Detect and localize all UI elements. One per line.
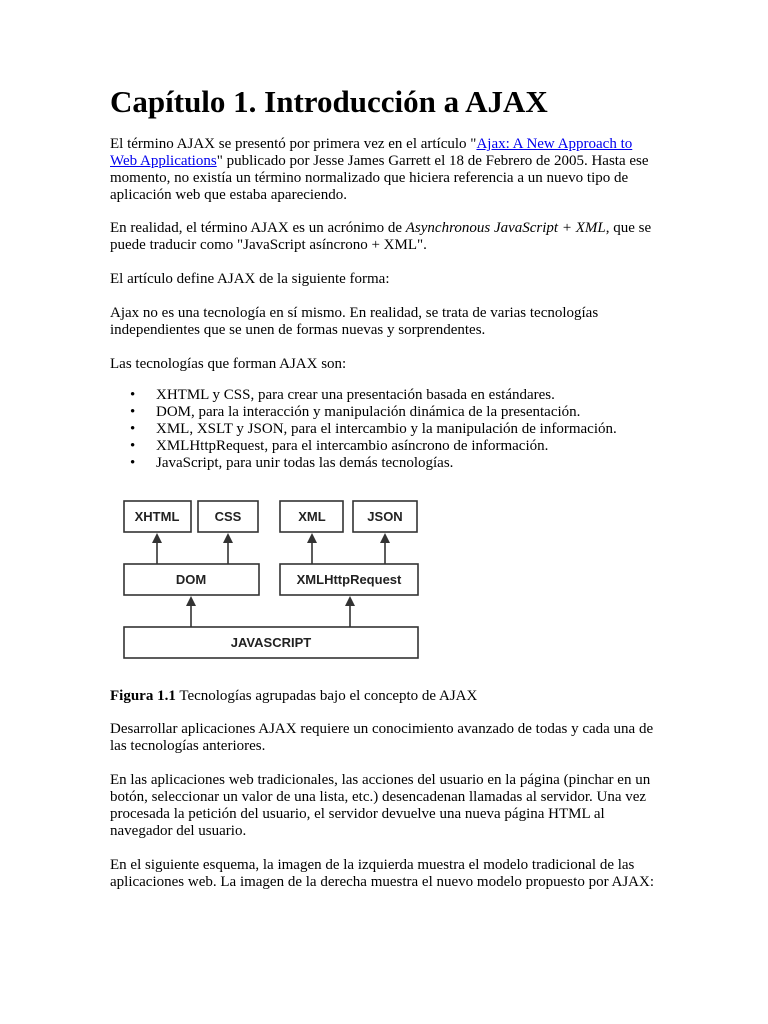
figure-caption [110, 688, 658, 705]
figure-caption-text: Tecnologías agrupadas bajo el concepto de AJAX [175, 688, 478, 704]
acronym-emphasis: Asynchronous JavaScript + XML [405, 220, 606, 236]
page-title: Capítulo 1. Introducción a AJAX [110, 84, 548, 119]
list-item-text: XHTML y CSS, para crear una presentación basada en estándares. [156, 387, 555, 403]
xml-label: XML [298, 509, 326, 524]
bullet: • [130, 438, 136, 454]
dom-label: DOM [175, 572, 207, 587]
list-item-text: JavaScript, para unir todas las demás tecnologías. [156, 455, 454, 471]
xhtml-label: XHTML [134, 509, 180, 524]
list-item-text: XML, XSLT y JSON, para el intercambio y la manipulación de información. [156, 421, 617, 437]
technologies-intro: Las tecnologías que forman AJAX son: [110, 356, 347, 372]
json-label: JSON [367, 509, 403, 524]
list-item-text: DOM, para la interacción y manipulación dinámica de la presentación. [156, 404, 581, 420]
bullet: • [130, 387, 136, 403]
javascript-label: JAVASCRIPT [230, 635, 312, 650]
figure-label: Figura 1.1 [110, 688, 176, 704]
list-item [110, 438, 658, 455]
acronym-paragraph [110, 220, 658, 254]
acronym-text-before: En realidad, el término AJAX es un acrónimo de [110, 220, 406, 236]
list-item-text: XMLHttpRequest, para el intercambio asíncrono de información. [156, 438, 549, 454]
definition-intro: El artículo define AJAX de la siguiente forma: [110, 271, 390, 287]
bullet: • [130, 421, 136, 437]
definition-quote: Ajax no es una tecnología en sí mismo. En realidad, se trata de varias tecnologías independientes que se unen de formas nuevas y sorprendentes. [110, 305, 599, 338]
scheme-paragraph: En el siguiente esquema, la imagen de la izquierda muestra el modelo tradicional de las aplicaciones web. La imagen de la derecha muestra el nuevo modelo propuesto por AJAX: [110, 857, 654, 890]
intro-paragraph [110, 136, 658, 204]
traditional-apps-paragraph: En las aplicaciones web tradicionales, las acciones del usuario en la página (pinchar en un botón, seleccionar un valor de una lista, etc.) desencadenan llamadas al servidor. Una vez procesada la petición del usuario, el servidor devuelve una nueva página HTML al navegador del usuario. [110, 772, 651, 839]
acronym-text-after: , que se puede traducir como "JavaScript asíncrono + XML". [110, 220, 652, 253]
bullet: • [130, 455, 136, 471]
list-item [110, 404, 658, 421]
list-item [110, 387, 658, 404]
requirements-paragraph: Desarrollar aplicaciones AJAX requiere un conocimiento avanzado de todas y cada una de las tecnologías anteriores. [110, 721, 654, 754]
intro-text-after: " publicado por Jesse James Garrett el 18 de Febrero de 2005. Hasta ese momento, no existía un término normalizado que hiciera referencia a un nuevo tipo de aplicación web que estaba apareciendo. [110, 153, 649, 203]
css-label: CSS [214, 509, 242, 524]
list-item [110, 455, 658, 472]
bullet: • [130, 404, 136, 420]
xmlhttprequest-label: XMLHttpRequest [296, 572, 402, 587]
ajax-technologies-diagram [110, 490, 430, 670]
technologies-list [110, 387, 658, 472]
intro-text-before: El término AJAX se presentó por primera vez en el artículo " [110, 136, 477, 152]
article-link[interactable]: Ajax: A New Approach to Web Applications [110, 136, 633, 169]
list-item [110, 421, 658, 438]
